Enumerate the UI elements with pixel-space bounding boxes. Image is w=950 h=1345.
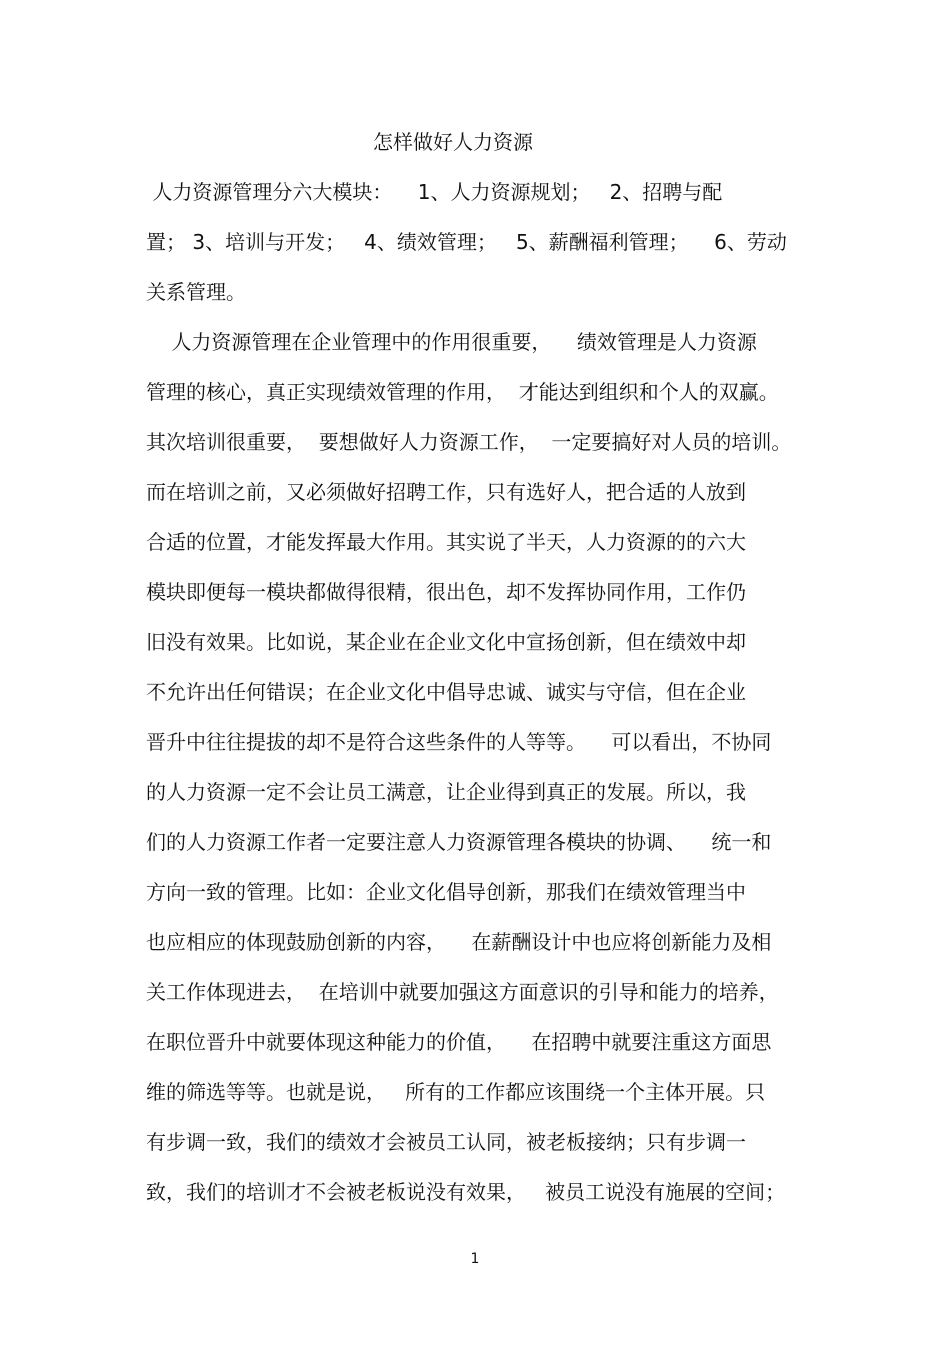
text-line-21: 致，我们的培训才不会被老板说没有效果， 被员工说没有施展的空间； <box>146 1180 786 1204</box>
text-line-2: 置； 3、培训与开发； 4、绩效管理； 5、薪酬福利管理； 6、劳动 <box>146 230 787 254</box>
text-line-14: 们的人力资源工作者一定要注意人力资源管理各模块的协调、 统一和 <box>146 830 772 854</box>
text-line-6: 其次培训很重要， 要想做好人力资源工作， 一定要搞好对人员的培训。 <box>146 430 792 454</box>
document-title: 怎样做好人力资源 <box>373 130 533 154</box>
text-line-17: 关工作体现进去， 在培训中就要加强这方面意识的引导和能力的培养， <box>146 980 779 1004</box>
text-line-9: 模块即便每一模块都做得很精，很出色，却不发挥协同作用，工作仍 <box>146 580 746 604</box>
text-line-16: 也应相应的体现鼓励创新的内容， 在薪酬设计中也应将创新能力及相 <box>146 930 772 954</box>
text-line-3: 关系管理。 <box>146 280 246 304</box>
text-line-1: 人力资源管理分六大模块： 1、人力资源规划； 2、招聘与配 <box>146 180 723 204</box>
text-line-4: 人力资源管理在企业管理中的作用很重要， 绩效管理是人力资源 <box>146 330 757 354</box>
text-line-11: 不允许出任何错误；在企业文化中倡导忠诚、诚实与守信，但在企业 <box>146 680 746 704</box>
text-line-5: 管理的核心，真正实现绩效管理的作用， 才能达到组织和个人的双赢。 <box>146 380 779 404</box>
text-line-18: 在职位晋升中就要体现这种能力的价值， 在招聘中就要注重这方面思 <box>146 1030 772 1054</box>
text-line-10: 旧没有效果。比如说，某企业在企业文化中宣扬创新，但在绩效中却 <box>146 630 746 654</box>
text-line-8: 合适的位置，才能发挥最大作用。其实说了半天，人力资源的的六大 <box>146 530 746 554</box>
text-line-20: 有步调一致，我们的绩效才会被员工认同，被老板接纳；只有步调一 <box>146 1130 746 1154</box>
text-line-7: 而在培训之前，又必须做好招聘工作，只有选好人，把合适的人放到 <box>146 480 746 504</box>
text-line-19: 维的筛选等等。也就是说， 所有的工作都应该围绕一个主体开展。只 <box>146 1080 766 1104</box>
page-number: 1 <box>470 1251 480 1267</box>
text-line-15: 方向一致的管理。比如：企业文化倡导创新，那我们在绩效管理当中 <box>146 880 746 904</box>
text-line-12: 晋升中往往提拔的却不是符合这些条件的人等等。 可以看出，不协同 <box>146 730 772 754</box>
text-line-13: 的人力资源一定不会让员工满意，让企业得到真正的发展。所以，我 <box>146 780 746 804</box>
